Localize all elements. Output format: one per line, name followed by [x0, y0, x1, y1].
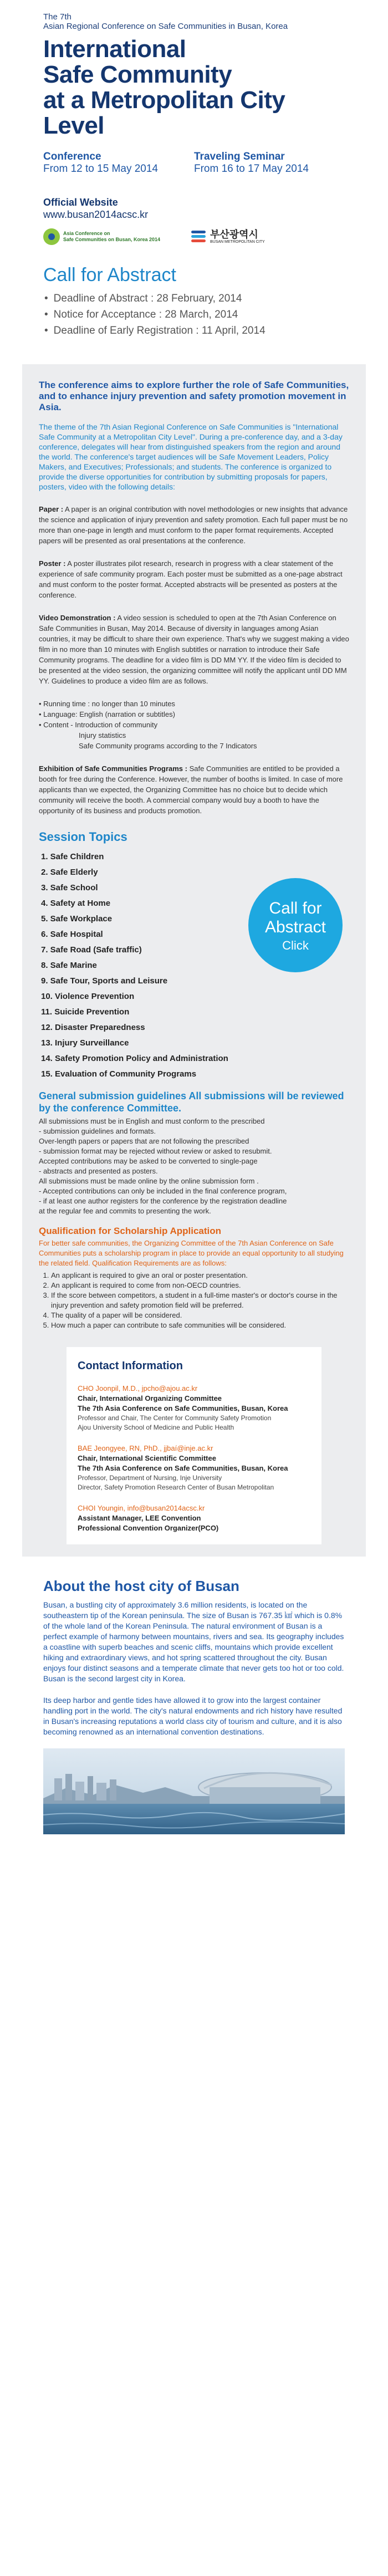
- about-paragraph: Its deep harbor and gentle tides have allowed it to grow into the largest container handling port in the world. The city's natural endowments and rich history have resulted in Busan's increasing reputations a world class city of tourism and culture, and it is also becoming renowned as an international convention destinations.: [43, 1696, 343, 1736]
- deadline-item: • Deadline of Early Registration : 11 April, 2014: [44, 323, 388, 339]
- video-guidelines-list: [39, 698, 349, 751]
- list-item: • Running time : no longer than 10 minutes: [39, 700, 175, 708]
- conference-dates-range: From 12 to 15 May 2014: [43, 163, 158, 175]
- paper-section: [39, 504, 349, 546]
- paper-label: Paper :: [39, 505, 64, 513]
- contact-detail: Professor and Chair, The Center for Community Safety Promotion: [78, 1414, 272, 1422]
- guideline-item: All submissions must be in English and must conform to the prescribed: [39, 1117, 265, 1125]
- busan-logo-english: BUSAN METROPOLITAN CITY: [210, 240, 265, 244]
- deadline-item: • Deadline of Abstract : 28 February, 2014: [44, 290, 388, 307]
- about-busan-text: [43, 1600, 345, 1737]
- title-line-3: at a Metropolitan City Level: [43, 86, 285, 139]
- contact-information: [67, 1347, 321, 1544]
- requirement-item: 5. How much a paper can contribute to safe communities will be considered.: [51, 1320, 349, 1330]
- contact-name-email[interactable]: BAE Jeongyee, RN, PhD., jjbaí@inje.ac.kr: [78, 1444, 213, 1452]
- conference-theme: The theme of the 7th Asian Regional Conference on Safe Communities is "International Safe Community at a Metropolitan City Level". During a pre-conference day, and a 3-day conference, delegates will hear from distinguished speakers from the region and around the world. The conference's target audiences will be Safe Movement Leaders, Policy Makers, and Executives; Professionals; and students. The conference is organized to provide the diverse opportunities for contribution by submitting proposals for papers, posters, video with the following details:: [39, 422, 343, 491]
- contact-role: The 7th Asia Conference on Safe Communities, Busan, Korea: [78, 1404, 288, 1412]
- list-item: • Language: English (narration or subtitles): [39, 710, 175, 718]
- topic-item: 9. Safe Tour, Sports and Leisure: [41, 976, 168, 986]
- exhibition-label: Exhibition of Safe Communities Programs :: [39, 764, 187, 773]
- topic-item: 5. Safe Workplace: [41, 914, 113, 924]
- aca-logo-icon: [43, 228, 60, 245]
- aca-logo-line1: Asia Conference on: [63, 231, 110, 236]
- guideline-item: at the regular fee and commits to presenting the work.: [39, 1207, 211, 1215]
- page-title: [43, 37, 345, 139]
- event-dates: [43, 151, 345, 175]
- contact-entry: [78, 1384, 310, 1432]
- guideline-item: - Accepted contributions can only be included in the final conference program,: [39, 1187, 287, 1195]
- guideline-item: Accepted contributions may be asked to be converted to single-page: [39, 1157, 258, 1165]
- aca-logo: [43, 228, 190, 245]
- deadline-list: [44, 290, 388, 339]
- topic-item: 10. Violence Prevention: [41, 992, 135, 1001]
- topic-item: 1. Safe Children: [41, 852, 104, 861]
- guideline-item: All submissions must be made online by the online submission form .: [39, 1177, 259, 1185]
- guideline-item: - submission guidelines and formats.: [39, 1127, 156, 1135]
- guideline-item: - abstracts and presented as posters.: [39, 1167, 158, 1175]
- guideline-item: - if at least one author registers for the conference by the registration deadline: [39, 1197, 287, 1205]
- topic-item: 14. Safety Promotion Policy and Administration: [41, 1054, 228, 1063]
- scholarship-intro: For better safe communities, the Organizing Committee of the 7th Asian Conference on Safe Communities puts a scholarship program in place to provide an equal opportunity to all studying the related field. Qualification Requirements are as follows:: [39, 1239, 344, 1267]
- conference-aim: The conference aims to explore further the role of Safe Communities, and to enhance injury prevention and safety promotion movement in Asia.: [39, 380, 349, 412]
- topic-item: 8. Safe Marine: [41, 961, 97, 970]
- busan-logo: [190, 229, 265, 244]
- title-line-1: International: [43, 35, 186, 63]
- topic-item: 12. Disaster Preparedness: [41, 1023, 145, 1032]
- topic-item: 4. Safety at Home: [41, 899, 111, 908]
- contact-detail: Director, Safety Promotion Research Center of Busan Metropolitan: [78, 1483, 274, 1491]
- official-website: [43, 196, 345, 221]
- busan-skyline-image: [43, 1748, 345, 1834]
- contact-role: Professional Convention Organizer(PCO): [78, 1524, 219, 1532]
- contact-title: Contact Information: [78, 1360, 183, 1372]
- call-for-abstract-title: Call for Abstract: [43, 264, 176, 285]
- topic-item: 3. Safe School: [41, 883, 98, 892]
- official-website-title: Official Website: [43, 197, 118, 208]
- busan-logo-icon: [190, 229, 207, 244]
- guideline-item: Over-length papers or papers that are not following the prescribed: [39, 1137, 249, 1145]
- guidelines-list: [39, 1116, 349, 1216]
- guideline-item: - submission format may be rejected without review or asked to resubmit.: [39, 1147, 272, 1155]
- busan-city-photo: [43, 1748, 345, 1834]
- session-topics: [39, 829, 349, 1082]
- poster-label: Poster :: [39, 559, 66, 568]
- call-for-abstract-button-click: Click: [282, 938, 309, 952]
- seminar-dates-range: From 16 to 17 May 2014: [194, 163, 309, 175]
- scholarship-title: Qualification for Scholarship Application: [39, 1226, 222, 1236]
- conference-dates-title: Conference: [43, 151, 101, 162]
- requirement-item: 3. If the score between competitors, a student in a full-time master's or doctor's course in the injury prevention and safety promotion field will be preferred.: [51, 1290, 349, 1310]
- video-label: Video Demonstration :: [39, 614, 116, 622]
- contact-entry: [78, 1443, 310, 1492]
- topic-item: 6. Safe Hospital: [41, 930, 103, 939]
- contact-role: The 7th Asia Conference on Safe Communities, Busan, Korea: [78, 1464, 288, 1472]
- guidelines-title: General submission guidelines All submissions will be reviewed by the conference Committee.: [39, 1090, 344, 1114]
- aca-logo-line2: Safe Communities on Busan, Korea 2014: [63, 237, 161, 242]
- poster-text: A poster illustrates pilot research, research in progress with a clear statement of the experience of safe community program. Each poster must be submitted as a one-page abstract and must conform to the poster format. Accepted abstracts will be presented as posters at the conference.: [39, 559, 343, 599]
- contact-role: Chair, International Scientific Committee: [78, 1454, 216, 1462]
- busan-logo-korean: 부산광역시: [210, 229, 258, 240]
- requirement-item: 1. An applicant is required to give an oral or poster presentation.: [51, 1271, 349, 1281]
- topic-item: 15. Evaluation of Community Programs: [41, 1069, 197, 1079]
- seminar-dates: [194, 151, 345, 175]
- logos: [43, 228, 345, 245]
- contact-detail: Professor, Department of Nursing, Inje University: [78, 1474, 222, 1482]
- title-line-2: Safe Community: [43, 61, 232, 88]
- edition-label: The 7th: [43, 12, 72, 22]
- video-section: [39, 613, 349, 686]
- about-paragraph: Busan, a bustling city of approximately 3.6 million residents, is located on the southeastern tip of the Korean peninsula. The size of Busan is 767.35 ㎢ which is 0.8% of the whole land of the Korean Peninsula. The natural environment of Busan is a perfect example of harmony between mountains, rivers and sea. Its geography includes a coastline with superb beaches and scenic cliffs, mountains which provide excellent hiking and extraordinary views, and hot spring scattered throughout the city. Busan enjoys four distinct seasons and a temperate climate that never gets too hot or too cold. Busan is the second largest city in Korea.: [43, 1600, 344, 1683]
- topic-item: 11. Suicide Prevention: [41, 1007, 130, 1017]
- about-busan-title: About the host city of Busan: [43, 1578, 239, 1594]
- contact-name-email[interactable]: CHO Joonpil, M.D., jpcho@ajou.ac.kr: [78, 1384, 198, 1392]
- topic-item: 7. Safe Road (Safe traffic): [41, 945, 142, 955]
- list-item: Injury statistics: [79, 731, 126, 739]
- conference-details-box: [22, 364, 366, 1557]
- header: [0, 0, 388, 245]
- topic-item: 13. Injury Surveillance: [41, 1038, 129, 1048]
- call-for-abstract-button-line1: Call for: [269, 899, 322, 917]
- call-for-abstract-button[interactable]: [248, 878, 343, 972]
- official-website-link[interactable]: www.busan2014acsc.kr: [43, 209, 149, 220]
- contact-role: Chair, International Organizing Committee: [78, 1394, 222, 1402]
- list-item: Safe Community programs according to the 7 Indicators: [79, 742, 257, 750]
- paper-text: A paper is an original contribution with novel methodologies or new insights that advance the science and application of injury prevention and safety promotion. Each full paper must be no more than one-page in length and must conform to the paper format requirements. Accepted papers will be presented as oral presentations at the conference.: [39, 505, 348, 545]
- exhibition-section: [39, 763, 349, 816]
- seminar-dates-title: Traveling Seminar: [194, 151, 285, 162]
- scholarship-requirements: [39, 1271, 349, 1330]
- conference-subtitle: Asian Regional Conference on Safe Communities in Busan, Korea: [43, 22, 288, 31]
- call-for-abstract-button-line2: Abstract: [264, 918, 326, 936]
- video-text: A video session is scheduled to open at the 7th Asian Conference on Safe Communities in Busan, May 2014. Because of diversity in languages among Asian countries, it may be difficult to share their own experience. That's why we suggest making a video film in no more than 10 minutes with English subtitles or narration to introduce their Safe Community programs. The deadline for a video film is DD MM YY. If the video film is decided to be presented at the video session, the organizing committee will notify the applicant until DD MM YY. Guidelines to produce a video film are as follows.: [39, 614, 349, 685]
- conference-dates: [43, 151, 194, 175]
- list-item: • Content - Introduction of community: [39, 721, 158, 729]
- requirement-item: 4. The quality of a paper will be considered.: [51, 1310, 349, 1320]
- contact-detail: Ajou University School of Medicine and Public Health: [78, 1424, 234, 1431]
- contact-role: Assistant Manager, LEE Convention: [78, 1514, 201, 1522]
- exhibition-text: Safe Communities are entitled to be provided a booth for free during the Conference. However, the number of booths is limited. In case of more applicants than we expected, the Organizing Committee has no choice but to decide which community will receive the booth. A commercial company would buy a booth to have the opportunity of its business and products promotion.: [39, 764, 343, 815]
- poster-section: [39, 558, 349, 600]
- session-topics-title: Session Topics: [39, 830, 127, 844]
- topic-item: 2. Safe Elderly: [41, 868, 98, 877]
- contact-entry: [78, 1503, 310, 1533]
- deadline-item: • Notice for Acceptance : 28 March, 2014: [44, 307, 388, 323]
- contact-name-email[interactable]: CHOI Youngin, info@busan2014acsc.kr: [78, 1504, 205, 1512]
- requirement-item: 2. An applicant is required to come from non-OECD countries.: [51, 1281, 349, 1290]
